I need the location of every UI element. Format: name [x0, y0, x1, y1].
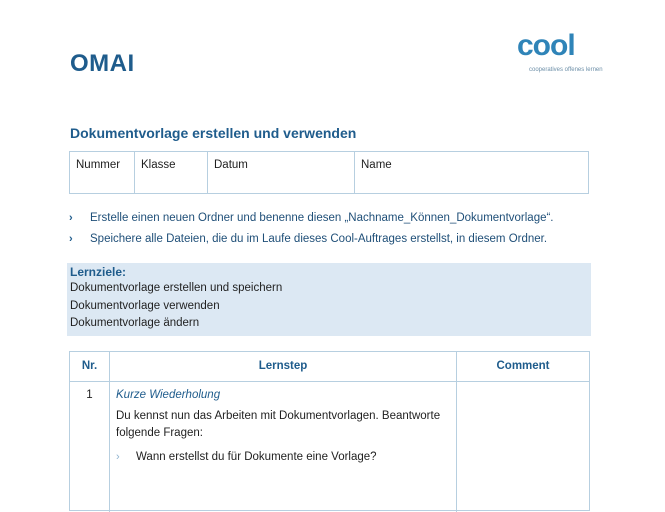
step-question [116, 450, 448, 464]
field-datum[interactable]: Datum [208, 152, 355, 193]
learning-goals-title: Lernziele: [70, 265, 127, 279]
step-title: Kurze Wiederholung [116, 389, 221, 401]
instruction-list [69, 211, 609, 253]
info-table [69, 151, 589, 194]
cool-logo [517, 29, 612, 78]
row-number: 1 [70, 382, 110, 512]
field-nummer[interactable]: Nummer [70, 152, 135, 193]
row-lernstep [110, 382, 457, 512]
table-header-row [70, 352, 589, 382]
step-text: Du kennst nun das Arbeiten mit Dokumentvorlagen. Beantworte folgende Fragen: [116, 410, 441, 439]
learning-goal-item: Dokumentvorlage verwenden [70, 299, 220, 312]
row-comment[interactable] [457, 382, 589, 512]
document-title: OMAI [70, 50, 135, 77]
question-text: Wann erstellst du für Dokumente eine Vorlage? [136, 451, 377, 463]
learning-goals-box [67, 263, 591, 336]
header-nr: Nr. [70, 352, 110, 381]
lernstep-table [69, 351, 590, 511]
chevron-right-icon: › [116, 451, 120, 463]
table-row [70, 382, 589, 512]
field-klasse[interactable]: Klasse [135, 152, 208, 193]
field-name[interactable]: Name [361, 159, 392, 171]
instruction-item [69, 232, 609, 253]
instruction-item [69, 211, 609, 232]
header-lernstep: Lernstep [110, 352, 457, 381]
section-title: Dokumentvorlage erstellen und verwenden [70, 125, 357, 141]
chevron-right-icon: › [69, 233, 73, 245]
logo-wordmark: cool [517, 29, 575, 62]
instruction-text: Speichere alle Dateien, die du im Laufe dieses Cool-Auftrages erstellst, in diesem Ordner. [90, 233, 548, 245]
logo-subtitle: cooperatives offenes lernen [529, 67, 603, 73]
instruction-text: Erstelle einen neuen Ordner und benenne diesen „Nachname_Können_Dokumentvorlage“. [90, 212, 554, 224]
learning-goal-item: Dokumentvorlage ändern [70, 317, 200, 329]
chevron-right-icon: › [69, 212, 73, 224]
learning-goal-item: Dokumentvorlage erstellen und speichern [70, 282, 283, 294]
header-comment: Comment [496, 360, 550, 372]
